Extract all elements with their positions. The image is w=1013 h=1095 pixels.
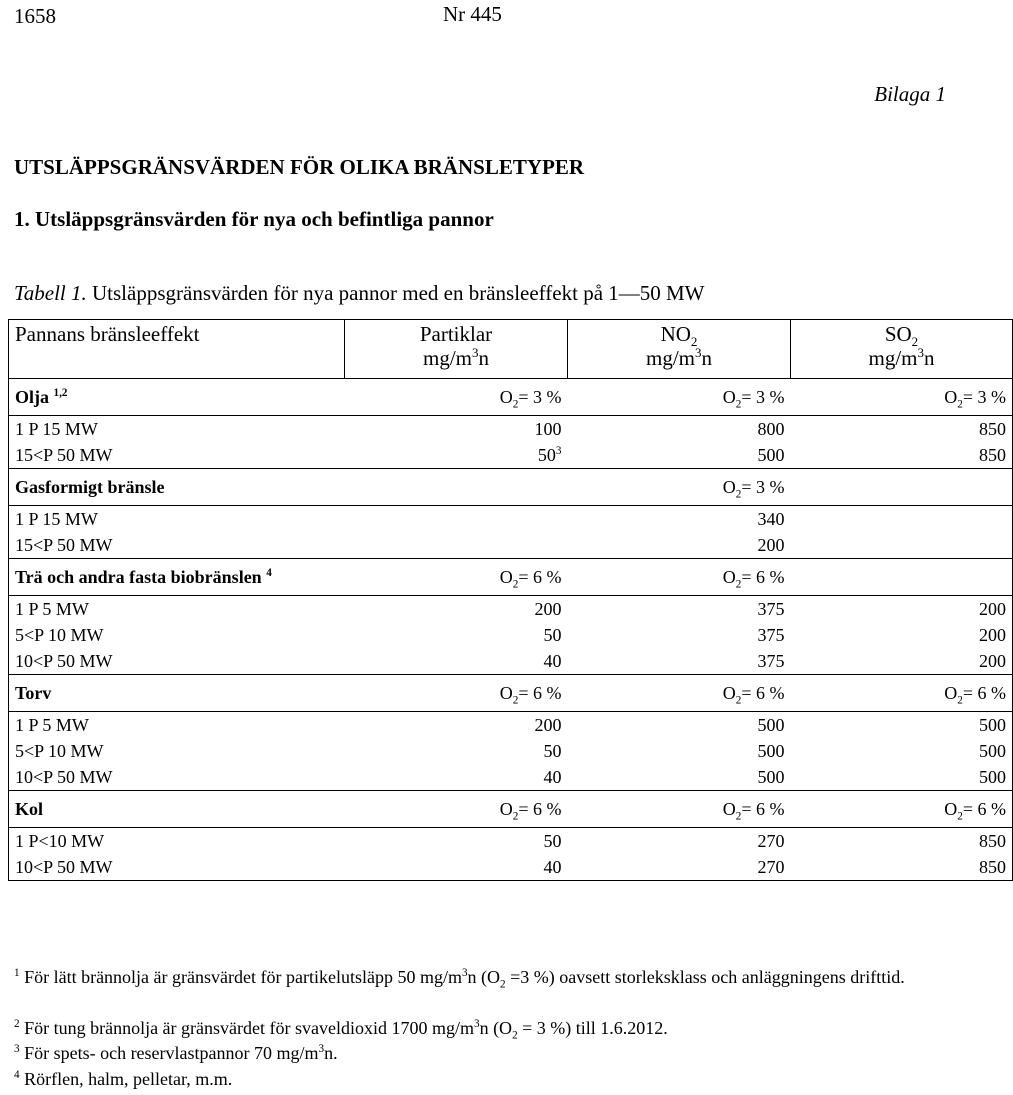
o2-text: O <box>944 799 958 819</box>
empty-cell <box>791 532 1013 559</box>
sub: 2 <box>957 694 963 707</box>
sub: 2 <box>735 810 742 823</box>
sub: 2 <box>911 334 919 350</box>
o2-text: O <box>722 387 736 407</box>
row-label: 15<P 50 MW <box>9 532 345 559</box>
o2-value: = 6 % <box>741 683 785 703</box>
particles-cell: 50 <box>345 828 568 855</box>
o2-ref <box>568 469 791 506</box>
sub: 2 <box>512 694 519 707</box>
table-row <box>9 596 1013 623</box>
col-header-so2-name: SO <box>884 322 912 346</box>
unit-sup: 3 <box>472 345 479 360</box>
footnote-number: 3 <box>14 1043 20 1055</box>
o2-ref <box>791 675 1013 712</box>
footnote-text: För spets- och reservlastpannor 70 mg/m <box>19 1043 319 1063</box>
footnote-text: n. <box>324 1043 338 1063</box>
section-label-gas: Gasformigt bränsle <box>9 469 345 506</box>
o2-text: O <box>499 567 513 587</box>
no2-cell: 500 <box>757 741 785 761</box>
footnote-ref: 1,2 <box>53 387 68 399</box>
col-header-effect: Pannans bränsleeffekt <box>9 320 345 379</box>
col-header-no2-name: NO <box>660 322 691 346</box>
o2-value: = 3 % <box>518 387 562 407</box>
o2-ref <box>345 791 568 828</box>
particles-cell: 40 <box>543 767 562 787</box>
row-label: 10<P 50 MW <box>9 648 345 675</box>
so2-cell: 200 <box>791 648 1013 675</box>
o2-text: O <box>499 683 513 703</box>
table-row <box>9 648 1013 675</box>
unit-suffix: n <box>701 346 713 370</box>
empty-cell <box>345 506 568 533</box>
table-caption <box>14 281 705 306</box>
section-row-torv <box>9 675 1013 712</box>
footnote-text: n (O <box>479 1018 513 1038</box>
row-label: 1 P 5 MW <box>9 712 345 739</box>
o2-text: O <box>722 799 736 819</box>
so2-cell: 850 <box>791 828 1013 855</box>
emission-limits-table <box>8 319 1013 881</box>
table-row <box>9 416 1013 443</box>
table-row <box>9 506 1013 533</box>
so2-cell: 200 <box>791 622 1013 648</box>
table-row <box>9 738 1013 764</box>
sub: 2 <box>512 578 519 591</box>
o2-value: = 3 % <box>741 477 785 497</box>
sub: 2 <box>735 578 742 591</box>
footnote-text: =3 %) oavsett storleksklass och anläggningens drifttid. <box>505 967 905 987</box>
page-number: 1658 <box>14 4 56 28</box>
o2-value: = 6 % <box>741 799 785 819</box>
footnote-text: = 3 %) till 1.6.2012. <box>517 1018 668 1038</box>
row-label: 1 P 15 MW <box>9 506 345 533</box>
sub: 2 <box>512 1029 518 1042</box>
footnote-text: För lätt brännolja är gränsvärdet för partikelutsläpp 50 mg/m <box>19 967 462 987</box>
sup: 3 <box>473 1018 480 1030</box>
o2-ref <box>791 791 1013 828</box>
footnote-number: 4 <box>14 1069 20 1081</box>
o2-ref <box>345 379 568 416</box>
o2-value: = 6 % <box>962 683 1006 703</box>
section-row-kol <box>9 791 1013 828</box>
footnote-text: n (O <box>467 967 501 987</box>
table-row <box>9 828 1013 855</box>
o2-ref <box>568 675 791 712</box>
o2-text: O <box>944 387 958 407</box>
unit-sup: 3 <box>695 345 702 360</box>
unit-sup: 3 <box>917 345 925 360</box>
o2-text: O <box>722 477 736 497</box>
o2-value: = 3 % <box>741 387 785 407</box>
o2-value: = 6 % <box>962 799 1006 819</box>
footnote-text: För tung brännolja är gränsvärdet för svaveldioxid 1700 mg/m <box>19 1018 474 1038</box>
col-header-particles-name: Partiklar <box>419 322 493 346</box>
col-header-no2 <box>568 320 791 379</box>
section-label-text: Olja <box>15 387 49 407</box>
no2-cell: 375 <box>757 625 785 645</box>
empty-cell <box>345 469 568 506</box>
particles-cell: 40 <box>543 651 562 671</box>
sub: 2 <box>735 694 742 707</box>
unit-text: mg/m <box>645 346 695 370</box>
sub: 2 <box>735 398 742 411</box>
o2-text: O <box>499 799 513 819</box>
footnote-ref: 3 <box>555 445 562 457</box>
o2-value: = 6 % <box>518 799 562 819</box>
section-label-olja <box>9 379 345 416</box>
table-row <box>9 854 1013 881</box>
sub: 2 <box>735 488 742 501</box>
o2-text: O <box>944 683 958 703</box>
row-label: 5<P 10 MW <box>9 622 345 648</box>
particles-cell: 40 <box>345 854 568 881</box>
footnote-3 <box>14 1042 338 1064</box>
so2-cell: 500 <box>791 764 1013 791</box>
no2-cell: 500 <box>757 445 785 465</box>
sub: 2 <box>500 978 506 991</box>
section-row-olja <box>9 379 1013 416</box>
o2-value: = 3 % <box>962 387 1006 407</box>
o2-ref <box>345 559 568 596</box>
o2-text: O <box>722 567 736 587</box>
row-label: 1 P 5 MW <box>9 596 345 623</box>
no2-cell: 270 <box>568 828 791 855</box>
particles-cell: 200 <box>345 596 568 623</box>
sub: 2 <box>957 810 963 823</box>
table-row <box>9 442 1013 469</box>
particles-cell: 50 <box>543 741 562 761</box>
no2-cell: 200 <box>757 535 785 555</box>
sub: 2 <box>690 334 698 350</box>
table-row <box>9 622 1013 648</box>
o2-ref <box>345 675 568 712</box>
document-title: UTSLÄPPSGRÄNSVÄRDEN FÖR OLIKA BRÄNSLETYPER <box>14 155 585 179</box>
row-label: 10<P 50 MW <box>9 854 345 881</box>
o2-text: O <box>499 387 513 407</box>
section-label-kol: Kol <box>9 791 345 828</box>
table-caption-text: Utsläppsgränsvärden för nya pannor med en bränsleeffekt på 1—50 MW <box>86 281 705 305</box>
so2-cell: 500 <box>791 738 1013 764</box>
o2-value: = 6 % <box>518 567 562 587</box>
particles-cell <box>345 442 568 469</box>
no2-cell: 800 <box>568 416 791 443</box>
col-header-particles <box>345 320 568 379</box>
o2-ref <box>568 379 791 416</box>
section-label-tra <box>9 559 345 596</box>
issue-number: Nr 445 <box>443 2 502 26</box>
o2-value: = 6 % <box>741 567 785 587</box>
o2-ref <box>568 791 791 828</box>
sub: 2 <box>512 810 519 823</box>
footnote-1 <box>14 966 944 991</box>
particles-value: 50 <box>537 445 556 465</box>
row-label: 1 P<10 MW <box>9 828 345 855</box>
unit-text: mg/m <box>868 346 918 370</box>
unit-text: mg/m <box>422 346 472 370</box>
no2-cell: 375 <box>568 596 791 623</box>
no2-cell: 500 <box>568 712 791 739</box>
footnote-ref: 4 <box>266 567 272 579</box>
sup: 3 <box>461 967 468 979</box>
row-label: 5<P 10 MW <box>9 738 345 764</box>
table-row <box>9 532 1013 559</box>
sup: 3 <box>318 1043 325 1055</box>
no2-cell: 375 <box>757 651 785 671</box>
o2-text: O <box>722 683 736 703</box>
particles-cell: 200 <box>345 712 568 739</box>
no2-cell: 500 <box>757 767 785 787</box>
so2-cell: 850 <box>791 442 1013 469</box>
particles-cell: 50 <box>543 625 562 645</box>
o2-ref <box>791 379 1013 416</box>
row-label: 1 P 15 MW <box>9 416 345 443</box>
unit-suffix: n <box>478 346 490 370</box>
section-label-torv: Torv <box>9 675 345 712</box>
section-label-text: Trä och andra fasta biobränslen <box>15 567 262 587</box>
footnote-4 <box>14 1068 232 1090</box>
empty-cell <box>791 469 1013 506</box>
o2-value: = 6 % <box>518 683 562 703</box>
table-caption-label: Tabell 1. <box>14 281 87 305</box>
o2-ref <box>568 559 791 596</box>
col-header-so2 <box>791 320 1013 379</box>
so2-cell: 200 <box>791 596 1013 623</box>
section-row-gas <box>9 469 1013 506</box>
footnote-2 <box>14 1017 668 1042</box>
appendix-label: Bilaga 1 <box>874 82 946 106</box>
sub: 2 <box>957 398 963 411</box>
so2-cell: 500 <box>791 712 1013 739</box>
row-label: 15<P 50 MW <box>9 442 345 469</box>
footnote-text: Rörflen, halm, pelletar, m.m. <box>19 1069 233 1089</box>
no2-cell: 270 <box>568 854 791 881</box>
table-row <box>9 764 1013 791</box>
so2-cell: 850 <box>791 854 1013 881</box>
empty-cell <box>345 532 568 559</box>
unit-suffix: n <box>924 346 935 370</box>
empty-cell <box>791 559 1013 596</box>
table-row <box>9 712 1013 739</box>
footnote-number: 1 <box>14 967 20 979</box>
empty-cell <box>791 506 1013 533</box>
footnote-number: 2 <box>14 1018 20 1030</box>
row-label: 10<P 50 MW <box>9 764 345 791</box>
particles-cell: 100 <box>345 416 568 443</box>
sub: 2 <box>512 398 519 411</box>
no2-cell: 340 <box>568 506 791 533</box>
so2-cell: 850 <box>791 416 1013 443</box>
table-header-row <box>9 320 1013 379</box>
section-row-tra <box>9 559 1013 596</box>
section-title: 1. Utsläppsgränsvärden för nya och befintliga pannor <box>14 207 494 231</box>
